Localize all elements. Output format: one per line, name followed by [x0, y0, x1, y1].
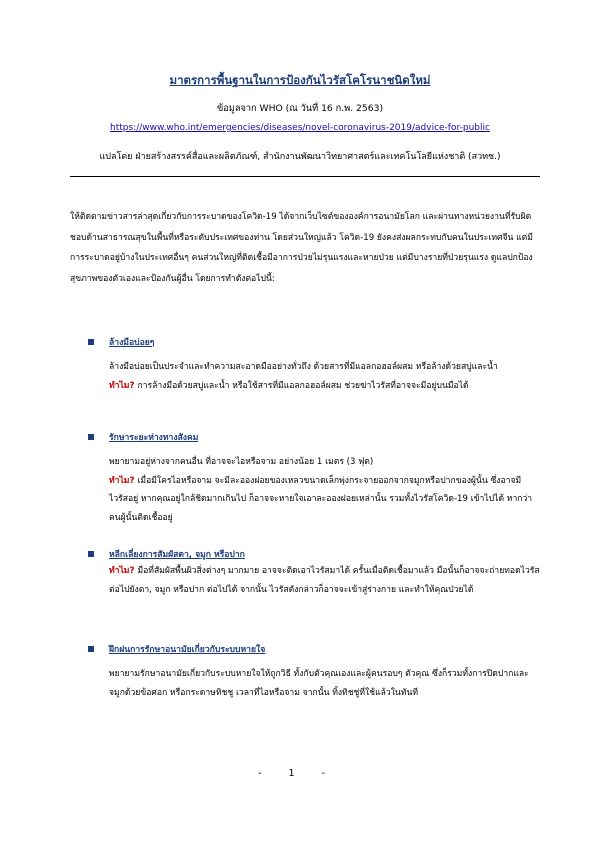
- section-text: ล้างมือบ่อยเป็นประจำและทำความสะอาดมืออย่างทั่วถึง ด้วยสารที่มีแอลกอฮอล์ผสม หรือล้างด้วยสบู่และน้ำ: [109, 362, 498, 372]
- translator-credit: แปลโดย ฝ่ายสร้างสรรค์สื่อและผลิตภัณฑ์, สำนักงานพัฒนาวิทยาศาสตร์และเทคโนโลยีแห่งชาติ (สวทช.): [99, 152, 501, 162]
- square-bullet-icon: [88, 339, 94, 345]
- section-why: [109, 377, 540, 396]
- section-title: ล้างมือบ่อยๆ: [109, 338, 155, 348]
- section-text: พยายามอยู่ห่างจากคนอื่น ที่อาจจะไอหรือจาม อย่างน้อย 1 เมตร (3 ฟุต): [109, 457, 374, 467]
- square-bullet-icon: [88, 551, 94, 557]
- section-why: [109, 472, 540, 528]
- section-title: หลีกเลี่ยงการสัมผัสตา, จมูก หรือปาก: [109, 550, 245, 560]
- section-text: พยายามรักษาอนามัยเกี่ยวกับระบบหายใจให้ถูกวิธี ทั้งกับตัวคุณเองและผู้คนรอบๆ ตัวคุณ ซึ่งก็รวมทั้งการปิดปากและจมูกด้วยข้อศอก หรือกระดาษทิชชู เวลาที่ไอหรือจาม จากนั้น ทิ้งทิชชู่ที่ใช้แล้วในทันที: [109, 669, 529, 698]
- why-text: มือที่สัมผัสพื้นผิวสิ่งต่างๆ มากมาย อาจจะติดเอาไวรัสมาได้ ครั้นเมื่อติดเชื้อมาแล้ว มือนั้นก็อาจจะถ่ายทอดไวรัสต่อไปยังตา, จมูก หรือปาก ต่อไปได้ จากนั้น ไวรัสดังกล่าวก็อาจจะเข้าสู่ร่างกาย และทำให้คุณป่วยได้: [109, 566, 540, 595]
- section-social-distance: [88, 431, 540, 527]
- why-label: ทำไม?: [109, 380, 135, 391]
- document-title: มาตรการพื้นฐานในการป้องกันไวรัสโคโรนาชนิดใหม่: [169, 73, 431, 87]
- section-wash-hands: [88, 336, 540, 395]
- square-bullet-icon: [88, 434, 94, 440]
- source-link[interactable]: https://www.who.int/emergencies/diseases/novel-coronavirus-2019/advice-for-public: [110, 123, 490, 133]
- section-title: ฝึกฝนการรักษาอนามัยเกี่ยวกับระบบหายใจ: [109, 645, 266, 655]
- square-bullet-icon: [88, 646, 94, 652]
- section-title: รักษาระยะห่างทางสังคม: [109, 433, 199, 443]
- section-why: [109, 562, 540, 599]
- why-text: เมื่อมีใครไอหรือจาม จะมีละอองฝอยของเหลวขนาดเล็กพุ่งกระจายออกจากจมูกหรือปากของผู้นั้น ซึ่งอาจมีไวรัสอยู่ หากคุณอยู่ใกล้ชิดมากเกินไป ก็อาจจะหายใจเอาละอองฝอยเหล่านั้น รวมทั้งไวรัสโควิด-19 เข้าไปได้ หากว่าคนผู้นั้นติดเชื้ออยู่: [109, 475, 533, 523]
- section-avoid-touching-face: [88, 548, 540, 599]
- source-line: ข้อมูลจาก WHO (ณ วันที่ 16 ก.พ. 2563): [216, 103, 384, 114]
- section-respiratory-hygiene: [88, 643, 540, 702]
- intro-paragraph: ให้ติดตามข่าวสารล่าสุดเกี่ยวกับการระบาดของโควิด-19 ได้จากเว็บไซต์ขององค์การอนามัยโลก และผ่านทางหน่วยงานที่รับผิดชอบด้านสาธารณสุขในพื้นที่หรือระดับประเทศของท่าน โดยส่วนใหญ่แล้ว โควิด-19 ยังคงส่งผลกระทบกับคนในประเทศจีน แต่มีการระบาดอยู่บ้างในประเทศอื่นๆ คนส่วนใหญ่ที่ติดเชื้อมีอาการป่วยไม่รุนแรงและหายป่วย แต่มีบางรายที่ป่วยรุนแรง ดูแลปกป้องสุขภาพของตัวเองและป้องกันผู้อื่น โดยการทำดังต่อไปนี้:: [70, 212, 533, 284]
- why-label: ทำไม?: [109, 475, 135, 486]
- page-number: - 1 -: [258, 768, 337, 779]
- why-label: ทำไม?: [109, 566, 135, 576]
- header-divider: [70, 176, 540, 177]
- why-text: การล้างมือด้วยสบู่และน้ำ หรือใช้สารที่มีแอลกอฮอล์ผสม ช่วยฆ่าไวรัสที่อาจจะมีอยู่บนมือได้: [137, 380, 469, 391]
